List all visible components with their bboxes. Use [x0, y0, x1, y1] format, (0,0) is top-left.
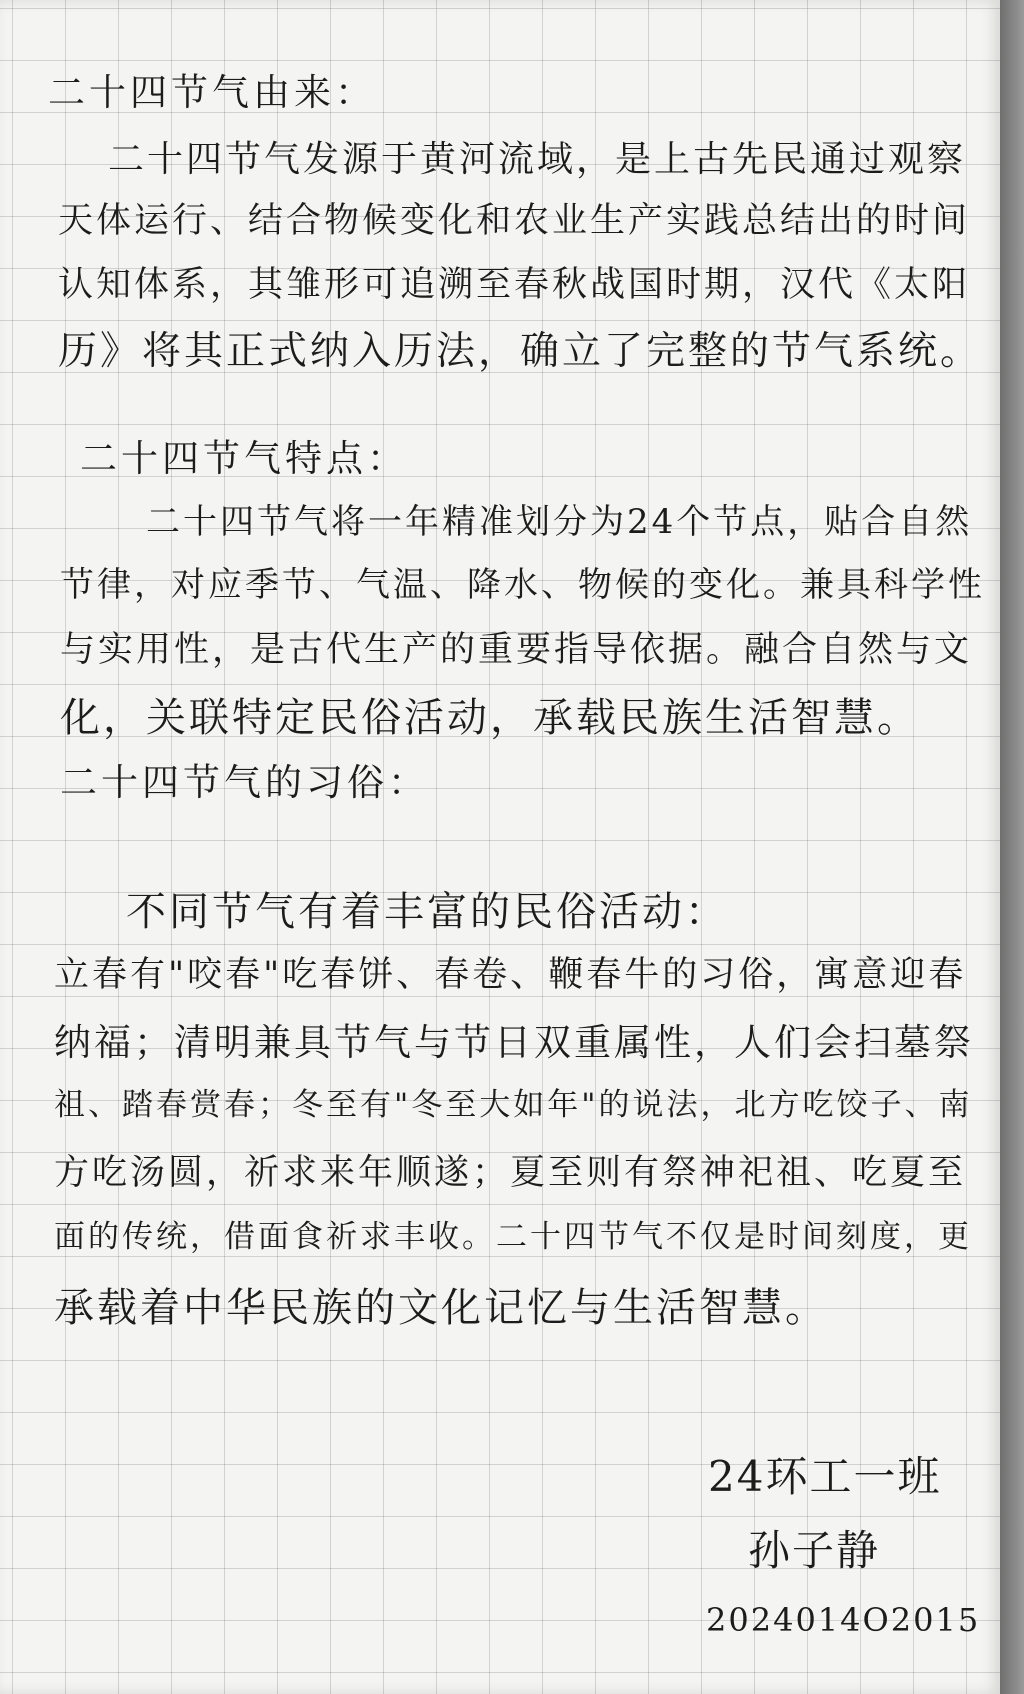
- signature-name: 孙子静: [748, 1526, 881, 1575]
- customs-line-7: 承载着中华民族的文化记忆与生活智慧。: [54, 1285, 828, 1331]
- signature-class: 24环工一班: [708, 1452, 942, 1501]
- features-line-3: 与实用性，是古代生产的重要指导依据。融合自然与文: [60, 630, 973, 670]
- origin-line-2: 天体运行、结合物候变化和农业生产实践总结出的时间: [58, 201, 971, 241]
- origin-line-1: 二十四节气发源于黄河流域，是上古先民通过观察: [108, 139, 967, 180]
- features-line-2: 节律，对应季节、气温、降水、物候的变化。兼具科学性: [60, 565, 985, 605]
- features-line-4: 化，关联特定民俗活动，承载民族生活智慧。: [60, 695, 920, 741]
- customs-line-4: 祖、踏春赏春；冬至有"冬至大如年"的说法，北方吃饺子、南: [54, 1087, 973, 1123]
- origin-line-4: 历》将其正式纳入历法，确立了完整的节气系统。: [58, 329, 983, 374]
- section-heading-origin: 二十四节气由来：: [48, 71, 376, 114]
- page-edge-shadow: [1000, 0, 1024, 1694]
- section-heading-customs: 二十四节气的习俗：: [60, 761, 429, 804]
- features-line-1: 二十四节气将一年精准划分为24个节点，贴合自然: [146, 502, 973, 542]
- customs-line-1: 不同节气有着丰富的民俗活动：: [126, 889, 728, 935]
- origin-line-3: 认知体系，其雏形可追溯至春秋战国时期，汉代《太阳: [58, 265, 971, 305]
- customs-line-2: 立春有"咬春"吃春饼、春卷、鞭春牛的习俗，寓意迎春: [54, 955, 967, 995]
- customs-line-3: 纳福；清明兼具节气与节日双重属性，人们会扫墓祭: [54, 1021, 974, 1064]
- customs-line-5: 方吃汤圆，祈求来年顺遂；夏至则有祭神祀祖、吃夏至: [54, 1153, 967, 1193]
- section-heading-features: 二十四节气特点：: [80, 437, 408, 480]
- customs-line-6: 面的传统，借面食祈求丰收。二十四节气不仅是时间刻度，更: [54, 1219, 972, 1255]
- signature-student-id: 2024014O2015: [706, 1601, 981, 1639]
